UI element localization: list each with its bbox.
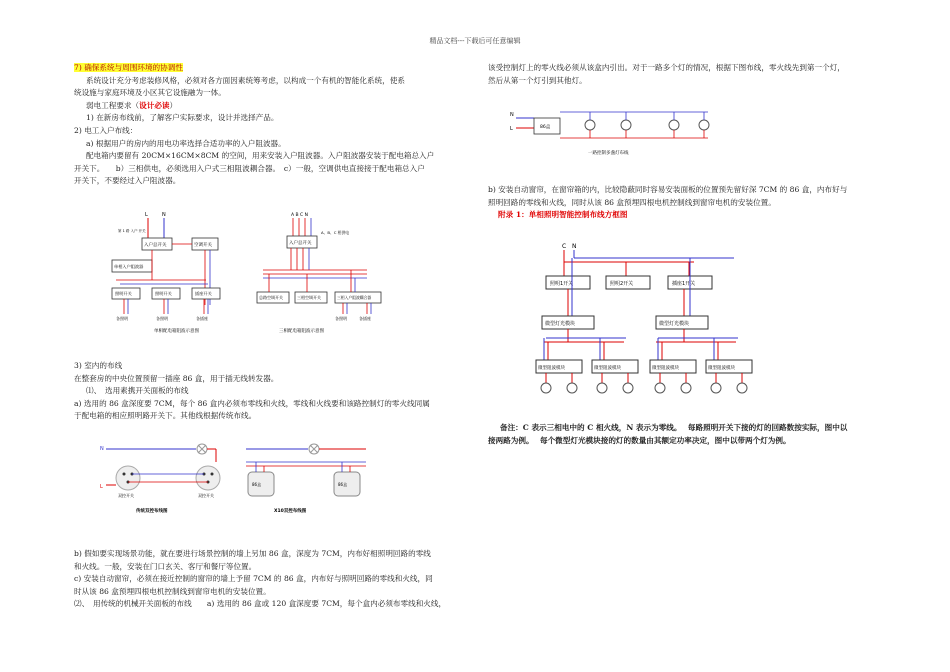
socket-switch-label: 插座开关 [195,291,212,296]
switch-label: 双控开关 [118,493,134,498]
branch-switch-label: 照明开关 [115,291,132,296]
lamp-label: 各照明 [156,316,168,321]
left-column-part2 [74,360,466,423]
aircon-switch-label: 空调开关 [194,243,212,248]
paragraph: a) 选用的 86 盒深度要 7CM，每个 86 盒内必须布零线和火线，零线和火线要和该路控制灯的零火线同属 [74,398,430,408]
diagram-note: 第 1 路 入户 开关 [118,229,146,233]
paragraph: 统设施与家庭环境及小区其它设施融为一体。 [74,88,226,98]
line-l-label: L [145,212,148,218]
paragraph: 开关下。 b）三相供电，必须选用入户式三相阻波耦合器。 c）一般，空调供电直接接于配电箱总入户 [74,163,425,173]
left-column-part3 [74,548,466,611]
page-header: 精品文档---下载后可任意编辑 [429,37,521,45]
n-label: N [510,112,514,118]
lamp-label: 各照明 [116,316,128,321]
paragraph: 在整套房的中央位置预留一插座 86 盒，用于插无线转发器。 [74,373,279,383]
note: 接两路为例。 每个微型灯光模块接的灯的数量由其额定功率决定，图中以带两个灯为例。 [488,435,791,445]
branch-switch-label: 照明开关 [155,291,172,296]
switch-block-label: 插座1开关 [672,281,696,287]
note: 备注：C 表示三相电中的 C 相火线，N 表示为零线。 每路照明开关下接的灯的回路数按实际，图中以 [500,423,848,432]
l-label: L [100,484,103,490]
appendix-title: 附录 1：单相照明智能控制布线方框图 [498,210,628,220]
paragraph: b) 假如要实现场景功能，就在要进行场景控制的墙上另加 86 盒，深度为 7CM，内布好相照明回路的零线 [74,549,431,558]
right-column [488,62,888,87]
resist-block-label: 微型阻波模块 [652,366,679,371]
left-column [74,62,466,188]
paragraph: 然后从第一个灯引到其他灯。 [488,75,587,85]
total-switch-label: 入户总开关 [144,243,167,248]
module-block-label: 微型灯光模块 [659,321,690,327]
list-item: 3) 室内的布线 [74,361,123,370]
diagram-caption: 三相配电箱阻波示意图 [279,329,324,334]
total-switch-label: 入户总开关 [289,241,312,246]
diagram-caption: 单相配电箱阻波示意图 [154,329,199,334]
three-switch-label: 三相空调开关 [297,295,321,300]
list-item: a) 根据用户的房内的用电功率选择合适功率的入户阻波器。 [86,138,286,148]
diagram-caption: 传统双控布线图 [136,509,168,514]
l-label: L [510,126,513,132]
n-label: N [100,446,104,452]
paragraph: 时从该 86 盒预埋四根电机控制线到窗帘电机的安装位置。 [74,586,271,596]
aircon-label: 总路空调开关 [259,295,283,300]
switch-label: 双控开关 [198,493,214,498]
resist-block-label: 微型阻波模块 [538,366,565,371]
paragraph: 配电箱内要留有 20CM×16CM×8CM 的空间，用来安装入户阻波器。入户阻波器安装于配电箱总入户 [86,151,435,161]
two-way-diagram [96,440,376,518]
diagram-caption: X10双控布线图 [274,509,307,514]
paragraph: 系统设计充分考虑装修风格，必须对各方面因素统筹考虑，以构成一个有机的智能化系统，使系 [86,75,405,85]
diagram-note: A、B、C 相供电 [321,230,350,235]
switch-block-label: 照明1开关 [550,281,574,287]
diagram-caption: 一路控制多盏灯布线 [588,151,629,156]
n-label: N [572,243,577,250]
resist-block-label: 微型阻波模块 [708,366,735,371]
paragraph: ⑵、 用传统的机械开关面板的布线 a) 选用的 86 盒或 120 盒深度要 7CM，每个盒内必须布零线和火线， [74,599,447,609]
paragraph: 照明回路的零线和火线，同时从该 86 盒预埋四根电机控制线到窗帘电机的安装位置。 [488,197,776,207]
filter-label: 三相入户阻波耦合器 [337,295,372,300]
line-n-label: N [162,212,166,218]
list-item: 1) 在新房布线前，了解客户实际要求，设计并选择产品。 [86,113,279,123]
switch-block-label: 照明2开关 [610,281,634,287]
paragraph: 于配电箱的相应照明路开关下。其他线根据传统布线。 [74,411,257,421]
lamp-icons [541,373,747,393]
socket-label: 各插座 [196,316,208,321]
paragraph: 开关下，不要经过入户阻波器。 [74,176,181,186]
requirements-title: 弱电工程要求（设计必读） [86,100,178,110]
box-label: 86盒 [338,482,348,487]
right-notes [488,422,888,447]
lamp-icons [585,120,709,130]
single-phase-diagram [108,210,238,335]
box-label: 86盒 [540,125,551,130]
box-label: 86盒 [252,482,262,487]
paragraph: b) 安装自动窗帘，在窗帘箱的内，比较隐蔽同时容易安装面板的位置预先留好深 7CM 的 86 盒，内布好与 [488,185,848,194]
module-block-label: 微型灯光模块 [545,321,576,327]
phase-lines-label: A B C N [291,213,308,218]
filter-label: 单相入户阻波器 [114,264,144,269]
list-item: ⑴、 选用素携开关面板的布线 [86,386,189,396]
socket-label: 各插座 [359,316,371,321]
c-label: C [562,243,567,250]
lamp-label: 各照明 [335,316,347,321]
paragraph: 该受控制灯上的零火线必须从该盒内引出。对于一路多个灯的情况，根据下图布线，零火线先到第一个灯， [488,63,845,72]
block-diagram [534,240,774,400]
section-heading: 7) 确保系统与周围环境的协调性 [74,63,183,72]
multi-lamp-diagram [508,108,728,158]
three-phase-diagram [255,210,385,335]
resist-block-label: 微型阻波模块 [594,366,621,371]
paragraph: c) 安装自动窗帘，必须在接近控制的窗帘的墙上予留 7CM 的 86 盒，内布好与照明回路的零线和火线，同 [74,574,433,584]
list-item: 2) 电工入户布线： [74,125,138,135]
right-column-part2 [488,184,888,222]
paragraph: 和火线。一般，安装在门口玄关、客厅和餐厅等位置。 [74,561,257,571]
